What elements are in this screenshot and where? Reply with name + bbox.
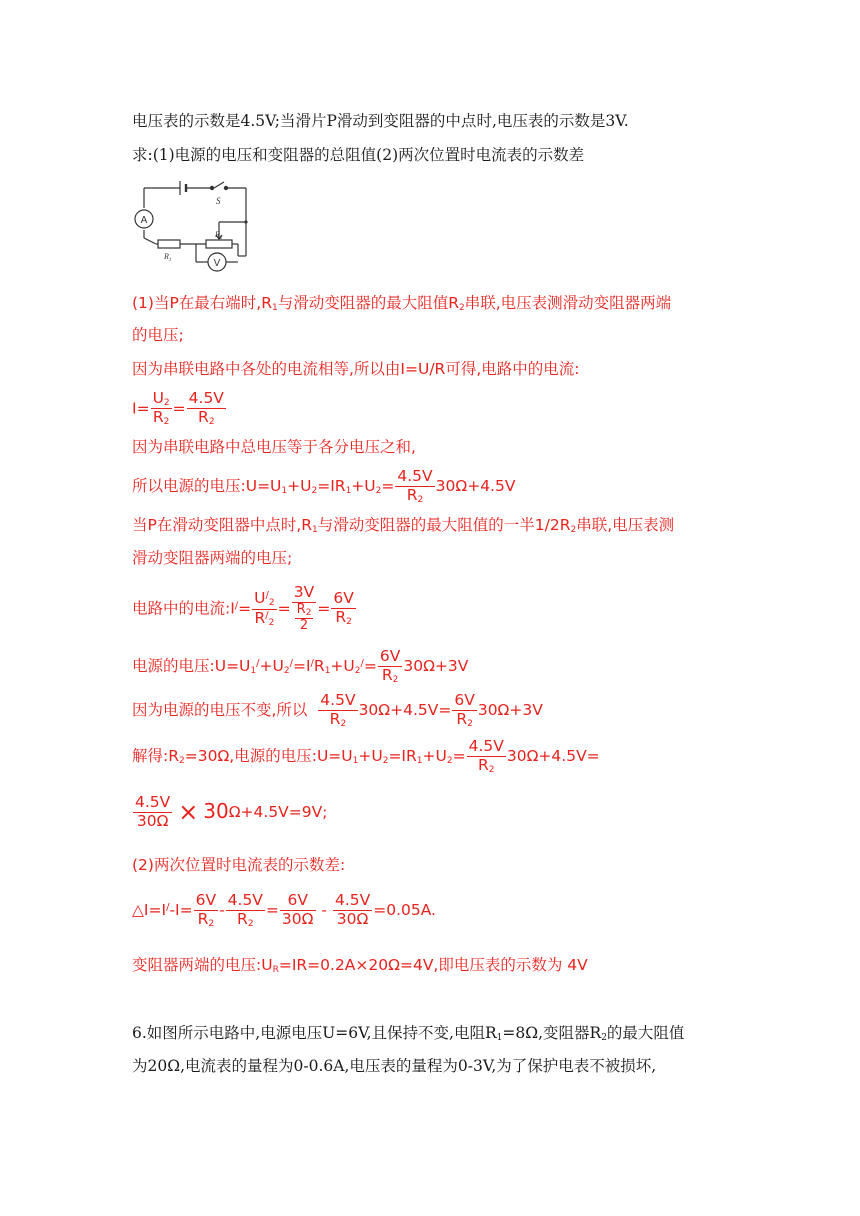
- solution-line-10: 电源的电压$:U=U_1^/+U_2^/=I^/R_1+U_2^/=$ $\frac{6V}{R_2}$ 30Ω+3V: [132, 647, 469, 685]
- fraction: $\frac{U_2}{R_2}$: [152, 389, 170, 428]
- ammeter-label: A: [140, 215, 148, 226]
- solution-line-8: 滑动变阻器两端的电压;: [132, 549, 293, 567]
- solution-line-4: I= $\frac{U_2}{R_2}$ = $\frac{4.5V}{R_2}$: [132, 389, 224, 428]
- fraction: $\frac{6V}{R_2}$: [379, 647, 401, 685]
- r1-label: $R_1$: [164, 252, 172, 263]
- switch-label: S: [216, 196, 221, 206]
- circuit-diagram: [134, 178, 260, 278]
- solution-line-13: $\frac{4.5V}{30\Omega}$ × 30Ω+4.5V=9V;: [135, 793, 328, 830]
- solution-line-5: 因为串联电路中总电压等于各分电压之和,: [132, 438, 416, 456]
- problem-text-line-1: 电压表的示数是4.5V;当滑片P滑动到变阻器的中点时,电压表的示数是3V.: [132, 112, 629, 130]
- fraction: $\frac{U^/_2}{R^/_2}$: [254, 589, 275, 628]
- solution-line-1: (1)当P在最右端时$,R_1$与滑动变阻器的最大阻值$R_2$串联,电压表测滑动变阻器两端: [132, 294, 672, 313]
- fraction: $\frac{4.5V}{R_2}$: [227, 891, 263, 929]
- fraction: $\frac{4.5V}{R_2}$: [188, 389, 224, 428]
- solution-line-15: △I=I/-I= $\frac{6V}{R_2}$ - $\frac{4.5V}{R_2}$ = $\frac{6V}{30\Omega}$ - $\frac{4.5V}{30\Omega}$ =0.05A.: [132, 891, 436, 929]
- problem-text-line-2: 求:(1)电源的电压和变阻器的总阻值(2)两次位置时电流表的示数差: [132, 146, 585, 164]
- fraction: $\frac{4.5V}{30\Omega}$: [334, 891, 371, 929]
- solution-line-3: 因为串联电路中各处的电流相等,所以由I=U/R可得,电路中的电流:: [132, 360, 580, 378]
- solution-line-2: 的电压;: [132, 326, 184, 344]
- fraction: $\frac{6V}{R_2}$: [195, 891, 217, 929]
- next-problem-line-1: 6.如图所示电路中,电源电压U=6V,且保持不变,电阻$R_1=8\Omega$,变阻器$R_2$的最大阻值: [132, 1024, 685, 1043]
- voltmeter-label: V: [213, 258, 221, 269]
- next-problem-line-2: 为20Ω,电流表的量程为0-0.6A,电压表的量程为0-3V,为了保护电表不被损坏,: [132, 1057, 657, 1075]
- solution-line-12: 解得$:R_2=30\Omega$,电源的电压$:U=U_1+U_2=IR_1+U_2=$ $\frac{4.5V}{R_2}$ 30Ω+4.5V=: [132, 737, 600, 775]
- fraction: $\frac{3V}{\frac{R_2}{2}}$: [292, 584, 317, 634]
- fraction: $\frac{4.5V}{30\Omega}$: [135, 793, 171, 830]
- fraction: $\frac{6V}{30\Omega}$: [281, 891, 314, 929]
- fraction: $\frac{4.5V}{R_2}$: [468, 737, 504, 775]
- fraction: $\frac{6V}{R_2}$: [333, 589, 354, 628]
- solution-line-14: (2)两次位置时电流表的示数差:: [132, 856, 346, 874]
- fraction: $\frac{4.5V}{R_2}$: [397, 467, 433, 505]
- solution-line-6: 所以电源的电压$:U=U_1+U_2=IR_1+U_2=$ $\frac{4.5V}{R_2}$ 30Ω+4.5V: [132, 467, 516, 505]
- solution-line-9: 电路中的电流:I/= $\frac{U^/_2}{R^/_2}$ = $\frac{3V}{\frac{R_2}{2}}$ = $\frac{6V}{R_2}$: [132, 583, 354, 634]
- solution-line-7: 当P在滑动变阻器中点时$,R_1$与滑动变阻器的最大阻值的一半$1/2R_2$串联,电压表测: [132, 516, 675, 535]
- r2-label: $R_2$: [215, 230, 223, 241]
- solution-line-16: 变阻器两端的电压$:U_R=IR=0.2A\times 20\Omega=4V$,即电压表的示数为 4V: [132, 956, 588, 975]
- fraction: $\frac{4.5V}{R_2}$: [320, 691, 356, 729]
- fraction: $\frac{6V}{R_2}$: [454, 691, 475, 729]
- solution-line-11: 因为电源的电压不变,所以 $\frac{4.5V}{R_2}$ 30Ω+4.5V= $\frac{6V}{R_2}$ 30Ω+3V: [132, 691, 543, 729]
